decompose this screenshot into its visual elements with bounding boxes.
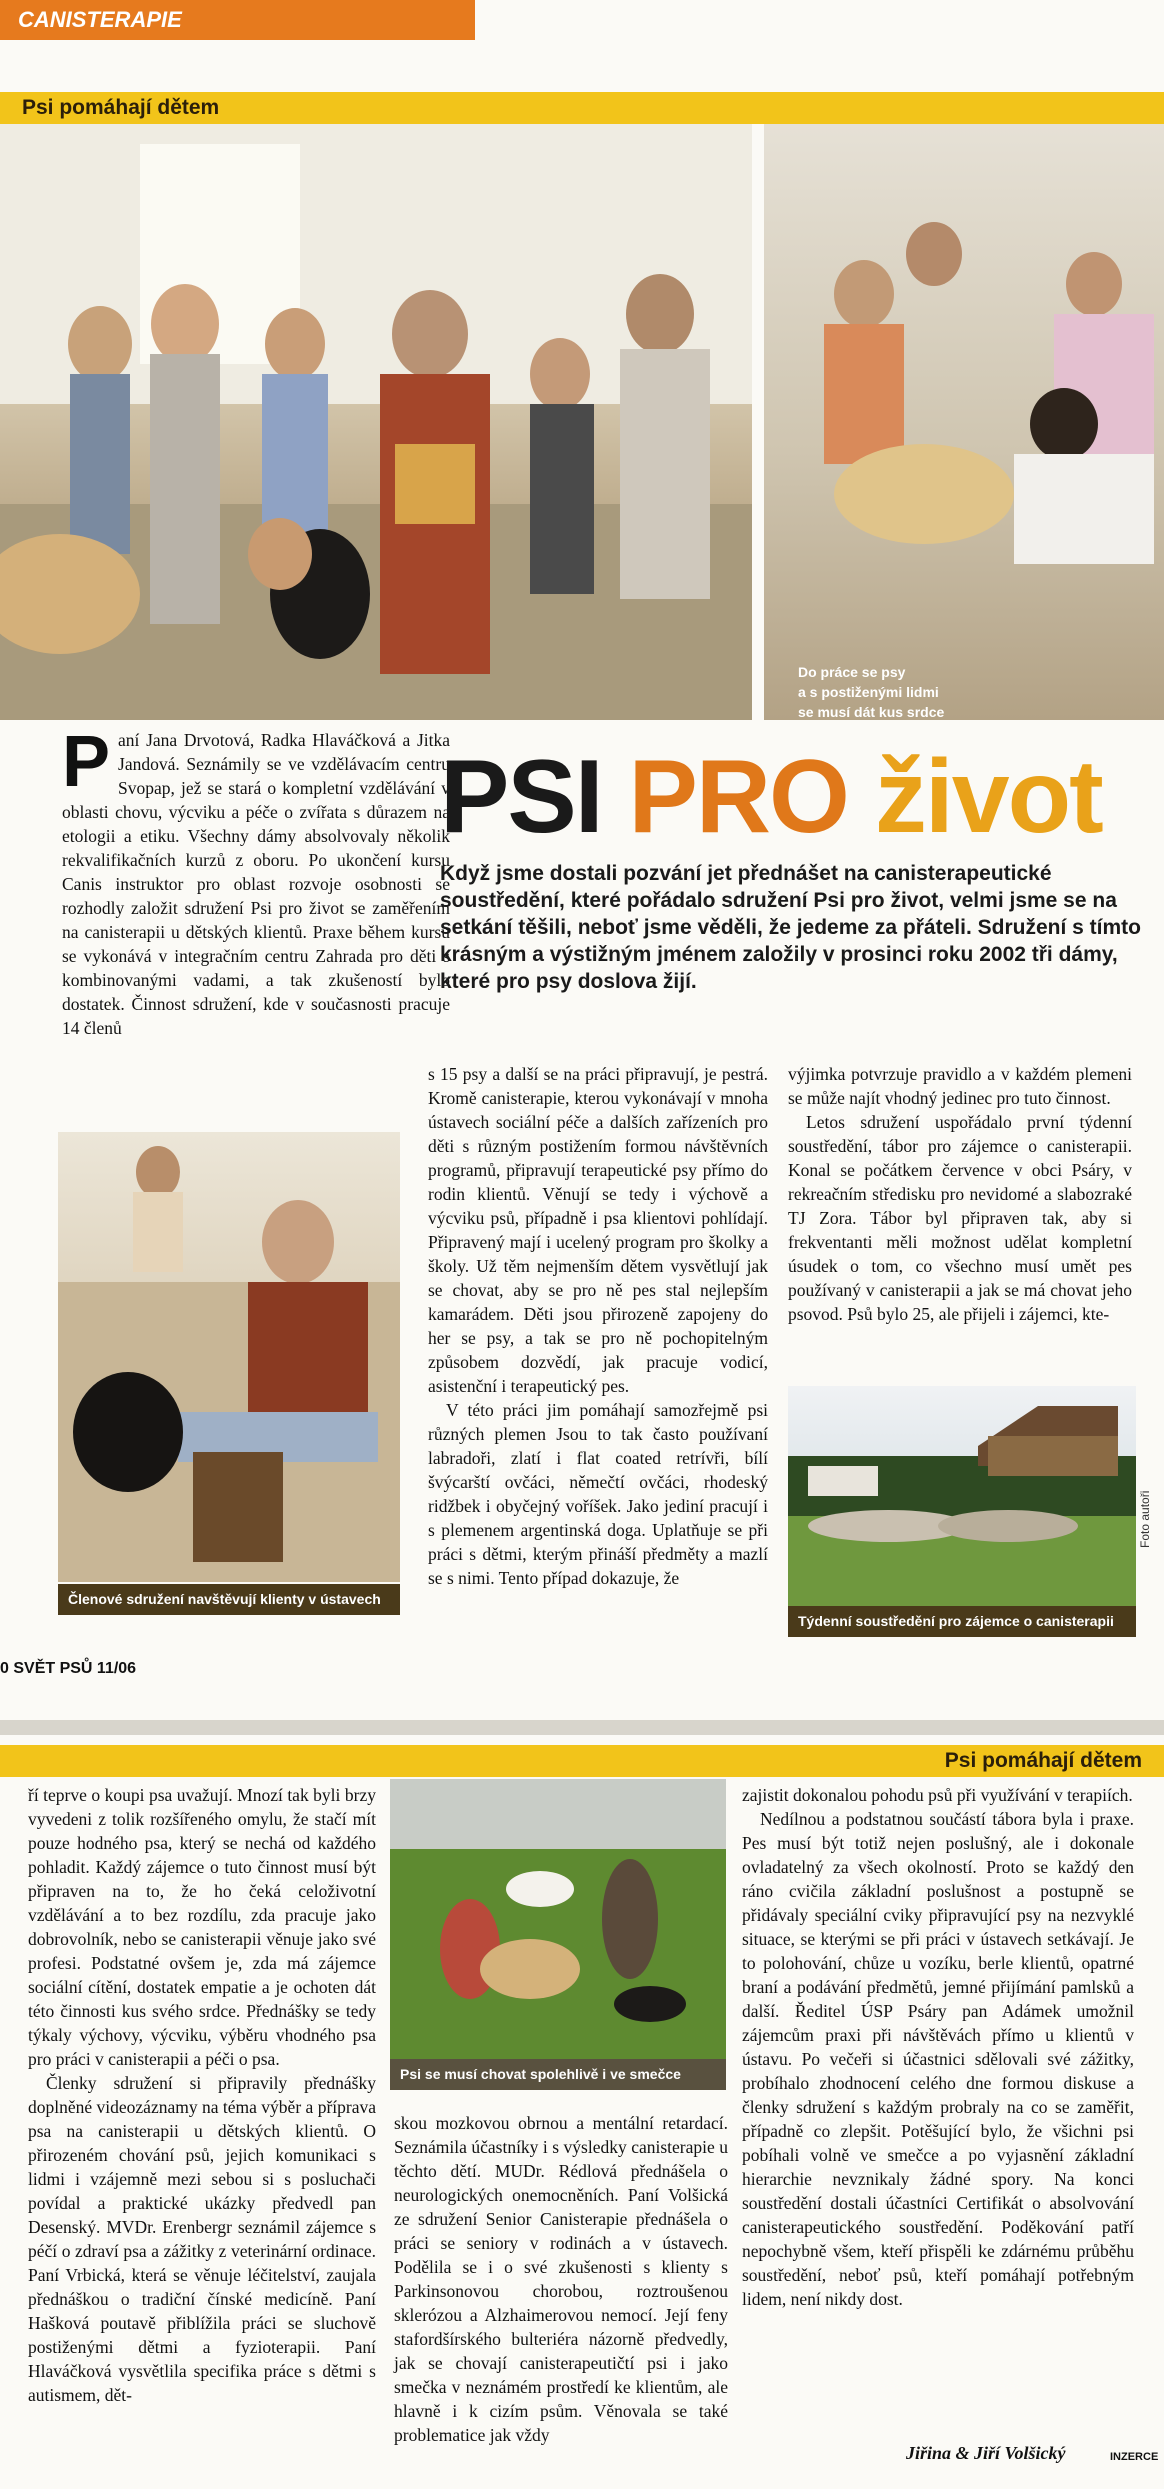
- band-title: Psi pomáhají dětem: [22, 96, 220, 119]
- section-band: [0, 92, 1164, 124]
- headline-word-1: PSI: [440, 739, 602, 855]
- author-signature: Jiřina & Jiří Volšický: [906, 2443, 1066, 2463]
- article-column-1: [62, 722, 450, 1040]
- lead-paragraph: Když jsme dostali pozvání jet přednášet na canisterapeutické soustředění, které pořádalo sdružení Psi pro život, velmi jsme se na setkání těšili, neboť jsme věděli, že jedeme za přáteli. Sdružení s tímto krásným a výstižným jménem založily v prosinci roku 2002 tři dámy, které pro psy doslova žijí.: [440, 862, 1141, 993]
- photo-group-dogs: [0, 124, 752, 720]
- article-column-3: [742, 1783, 1134, 2311]
- band-title: Psi pomáhají dětem: [944, 1749, 1142, 1772]
- photo-illustration: [390, 1779, 726, 2059]
- paragraph: výjimka potvrzuje pravidlo a v každém plemeni se může najít vhodný jedinec pro tuto činnost.: [788, 1064, 1132, 1108]
- photo-illustration: [0, 124, 752, 720]
- headline-word-3: život: [874, 739, 1102, 855]
- paragraph: skou mozkovou obrnou a mentální retardací. Seznámila účastníky i s výsledky canisterapie u těchto dětí. MUDr. Rédlová přednášela o neurologických onemocněních. Paní Volšická ze sdružení Senior Canisterapie přednášela o práci se seniory v rodinách a v ústavech. Podělila se i o své zkušenosti s klienty s Parkinsonovou chorobou, roztroušenou sklerózou a Alzhaimerovou nemocí. Její feny stafordšírského bulteriéra názorně předvedly, jak se chovají canisterapeutičtí psi i jako smečka v neznámém prostředí ke klientům, ale hlavně i k cizím psům. Věnovala se také problematice jak vždy: [394, 2113, 728, 2445]
- inzerce-label: INZERCE: [1110, 2451, 1159, 2463]
- dropcap: P: [62, 722, 111, 802]
- photo-illustration: [788, 1386, 1136, 1606]
- article-column-1: [28, 1783, 376, 2407]
- photo-dog-training: [764, 124, 1164, 720]
- page-separator: [0, 1720, 1164, 1735]
- photo-illustration: [764, 124, 1164, 720]
- photo-illustration: [58, 1132, 400, 1582]
- headline: [440, 739, 1102, 855]
- photo-caption-right: Týdenní soustředění pro zájemce o canisterapii: [788, 1606, 1136, 1637]
- paragraph: Nedílnou a podstatnou součástí tábora byla i praxe. Pes musí být totiž nejen poslušný, ale i dokonale ovladatelný za všech okolností. Proto se každý den ráno cvičila základní poslušnost a postupně se přidávaly speciální cviky připravující psy na nezvyklé situace, se kterými se při práci v ústavech setkávají. Je to polohování, chůze u vozíku, berle klientů, opatrné braní a podávání předmětů, jemné přijímání pamlsků a další. Ředitel ÚSP Psáry pan Adámek umožnil zájemcům praxi při návštěvách přímo u klientů v ústavu. Po večeři si účastnici sdělovali své zážitky, probíhalo zhodnocení celého dne formou diskuse a členky sdružení s každým probraly na co se zaměřit, případně co zlepšit. Potěšující bylo, že všichni psi pobíhali volně ve smečce a po vyjasnění základní hierarchie nevznikaly žádné spory. Na konci soustředění dostali účastníci Certifikát o absolvování canisterapeutického soustředění. Poděkování patří nepochybně všem, kteří přispěli ke zdárnému průběhu soustředění, neboť psů, kteří pomáhají potřebným lidem, není nikdy dost.: [742, 1809, 1134, 2309]
- caption-text: Do práce se psy a s postiženými lidmi se musí dát kus srdce: [798, 664, 945, 720]
- photo-dog-pack: [390, 1779, 726, 2059]
- magazine-page-2: [0, 1735, 1164, 2489]
- article-column-3: [788, 1062, 1132, 1326]
- photo-credit: Foto autoři: [1138, 1490, 1152, 1548]
- section-tab: CANISTERAPIE: [0, 0, 475, 40]
- paragraph: V této práci jim pomáhají samozřejmě psi různých plemen Jsou to tak často používaní labradoři, zlatí i flat coated retrívři, bílí švýcarští ovčáci, němečtí ovčáci, rhodeský ridžbek i obyčejný voříšek. Jako jediní pracují i s plemenem argentinská doga. Uplatňuje se při práci s dětmi, kterým přináší předměty a mazlí se s nimi. Tento případ dokazuje, že: [428, 1400, 768, 1588]
- photo-group-outdoor: [788, 1386, 1136, 1606]
- photo-members-visit: [58, 1132, 400, 1582]
- photo-caption-left: Členové sdružení navštěvují klienty v ústavech: [58, 1584, 400, 1615]
- headline-word-2: PRO: [628, 739, 848, 855]
- article-column-2: [394, 2111, 728, 2447]
- page-footer: 0 SVĚT PSŮ 11/06: [0, 1660, 137, 1677]
- section-band: [0, 1745, 1164, 1777]
- paragraph: zajistit dokonalou pohodu psů při využívání v terapiích.: [742, 1785, 1133, 1805]
- paragraph: s 15 psy a další se na práci připravují, je pestrá. Kromě canisterapie, kterou vykonávají v mnoha ústavech sociální péče a dalších zařízeních pro děti s různým postižením formou návštěvních programů, připravují terapeutické psy přímo do rodin klientů. Věnují se tedy i výchově a výcviku psů, případně i psa klientovi pohlídají. Připravený mají i ucelený program pro školky a školy. Už těm nejmenším dětem vysvětlují jak se chovat, aby se pro ně pes stal nejlepším kamarádem. Děti jsou přirozeně zapojeny do her se psy, a tak se pro ně pochopitelným způsobem dozvědí, jak pracuje vodicí, asistenční i terapeutický pes.: [428, 1064, 768, 1396]
- photo-caption-top-right: [798, 662, 944, 722]
- paragraph: Členky sdružení si připravily přednášky doplněné videozáznamy na téma výběr a příprava psa na canisterapii u dětských klientů. O přirozeném chování psů, jejich komunikaci s lidmi i vzájemně mezi sebou si s posluchači povídal a praktické ukázky předvedl pan Desenský. MVDr. Erenbergr seznámil zájemce s péčí o zdraví psa a zážitky z veterinární ordinace. Paní Vrbická, která se věnuje léčitelství, zaujala přednáškou o tradiční čínské medicíně. Paní Hašková poutavě přiblížila práci se sluchově postiženými dětmi a fyzioterapii. Paní Hlaváčková vysvětlila specifika práce s dětmi s autismem, dět-: [28, 2073, 376, 2405]
- paragraph: ří teprve o koupi psa uvažují. Mnozí tak byli brzy vyvedeni z tolik rozšířeného omylu, že stačí mít pouze hodného psa, který se nechá od každého pohladit. Každý zájemce o tuto činnost musí být připraven na to, že ho čeká celoživotní vzdělávání a to bez rozdílu, zda pracuje jako dobrovolník, nebo se canisterapii věnuje jako své profesi. Podstatné ovšem je, zda má zájemce sociální cítění, dostatek empatie a je ochoten dát této činnosti kus svého srdce. Přednášky se tedy týkaly výchovy, výcviku, výběru vhodného psa pro práci v canisterapii a péči o psa.: [28, 1785, 376, 2069]
- photo-caption: Psi se musí chovat spolehlivě i ve smečce: [390, 2059, 726, 2090]
- paragraph: aní Jana Drvotová, Radka Hlaváčková a Jitka Jandová. Seznámily se ve vzdělávacím centru Svopap, jež se stará o kompletní vzdělávání v oblasti chovu, výcviku a péče o zvířata s důrazem na etologii a etiku. Všechny dámy absolvovaly několik rekvalifikačních kurzů z oboru. Po ukončení kursu Canis instruktor pro oblast rozvoje osobnosti se rozhodly založit sdružení Psi pro život se zaměřením na canisterapii u dětských klientů. Praxe během kursu se vykonává v integračním centru Zahrada pro děti s kombinovanými vadami, a tak zkušeností bylo dostatek. Činnost sdružení, kde v současnosti pracuje 14 členů: [62, 730, 450, 1038]
- paragraph: Letos sdružení uspořádalo první týdenní soustředění, tábor pro zájemce o canisterapii. Konal se počátkem července v obci Psáry, v rekreačním středisku pro nevidomé a slabozraké TJ Zora. Tábor byl připraven tak, aby si frekventanti měli možnost udělat kompletní úsudek o tom, co všechno musí umět pes používaný v canisterapii a jak se má chovat jeho psovod. Psů bylo 25, ale přijeli i zájemci, kte-: [788, 1112, 1132, 1324]
- article-column-2: [428, 1062, 768, 1590]
